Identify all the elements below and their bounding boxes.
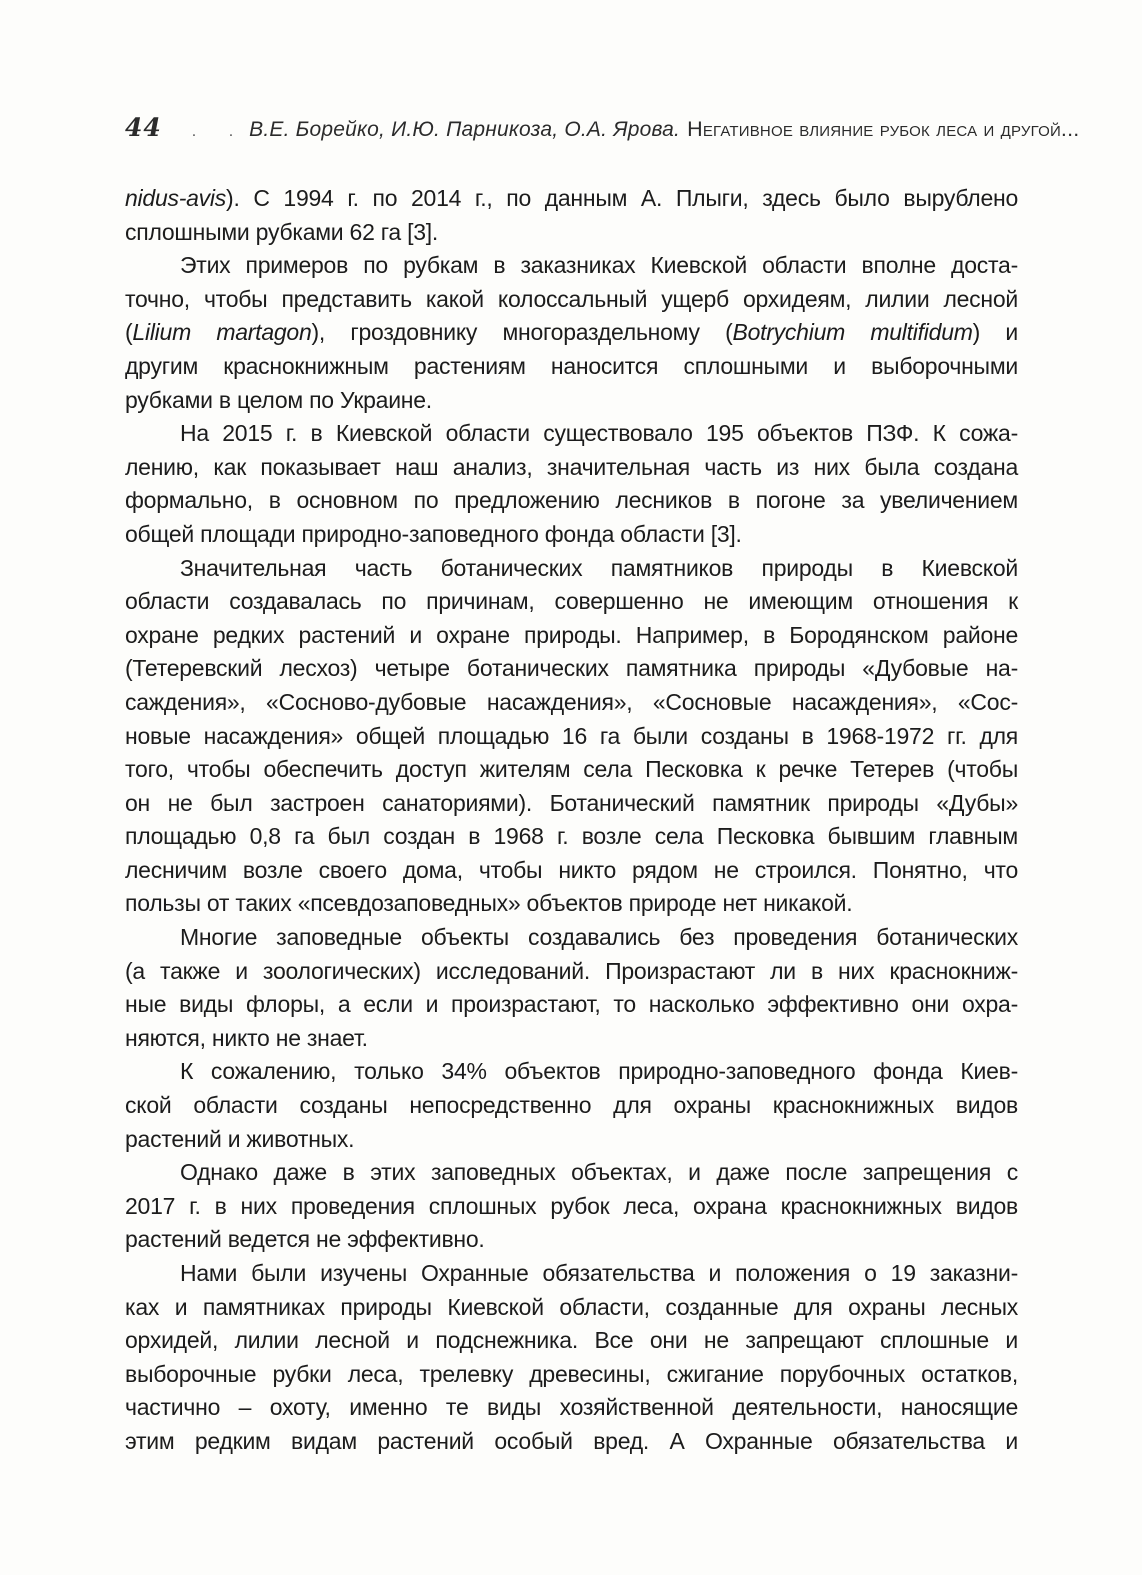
text-run: ской области созданы непосредственно для охраны краснокнижных видов: [125, 1092, 1018, 1119]
text-run: пользы от таких «псевдозаповедных» объектов природе нет никакой.: [125, 890, 853, 917]
text-line: [125, 552, 1018, 586]
body-text: [125, 182, 1018, 1459]
text-line: [125, 585, 1018, 619]
text-run: того, чтобы обеспечить доступ жителям села Песковка к речке Тетерев (чтобы: [125, 756, 1018, 783]
text-line: [125, 1022, 1018, 1056]
paragraph: [125, 1055, 1018, 1156]
text-run: ные виды флоры, а если и произрастают, то насколько эффективно они охра-: [125, 991, 1018, 1018]
italic-text-run: Botrychium multifidum: [732, 319, 973, 346]
paragraph: [125, 921, 1018, 1055]
text-line: [125, 854, 1018, 888]
text-line: [125, 1190, 1018, 1224]
text-run: рубками в целом по Украине.: [125, 386, 432, 413]
text-line: [125, 484, 1018, 518]
paragraph: [125, 1156, 1018, 1257]
text-line: [125, 887, 1018, 921]
text-line: [125, 249, 1018, 283]
text-run: сплошными рубками 62 га [3].: [125, 218, 439, 245]
text-line: [125, 1257, 1018, 1291]
text-run: Нами были изучены Охранные обязательства и положения о 19 заказни-: [180, 1260, 1018, 1286]
text-line: [125, 955, 1018, 989]
text-run: саждения», «Сосново-дубовые насаждения», «Сосновые насаждения», «Сос-: [125, 688, 1018, 715]
text-line: [125, 921, 1018, 955]
text-run: этим редким видам растений особый вред. А Охранные обязательства и: [125, 1427, 1018, 1454]
text-run: ) и: [972, 319, 1018, 346]
text-line: [125, 1223, 1018, 1257]
text-line: [125, 518, 1018, 552]
text-run: охране редких растений и охране природы. Например, в Бородянском районе: [125, 621, 1018, 648]
text-line: [125, 417, 1018, 451]
text-line: [125, 686, 1018, 720]
text-line: [125, 384, 1018, 418]
text-run: формально, в основном по предложению лесников в погоне за увеличением: [125, 487, 1018, 514]
text-line: [125, 1358, 1018, 1392]
text-run: растений ведется не эффективно.: [125, 1226, 485, 1253]
text-line: [125, 787, 1018, 821]
text-line: [125, 451, 1018, 485]
text-line: [125, 720, 1018, 754]
text-run: Значительная часть ботанических памятников природы в Киевской: [180, 554, 1018, 581]
text-run: точно, чтобы представить какой колоссальный ущерб орхидеям, лилии лесной: [125, 285, 1018, 312]
text-line: [125, 316, 1018, 350]
text-run: частично – охоту, именно те виды хозяйственной деятельности, наносящие: [125, 1394, 1018, 1421]
paragraph: [125, 249, 1018, 417]
text-run: ках и памятниках природы Киевской области, созданные для охраны лесных: [125, 1293, 1018, 1320]
header-dots: . .: [191, 123, 248, 140]
text-run: области создавалась по причинам, совершенно не имеющим отношения к: [125, 588, 1018, 615]
text-line: [125, 283, 1018, 317]
text-line: [125, 988, 1018, 1022]
text-run: лению, как показывает наш анализ, значительная часть из них была создана: [125, 453, 1018, 480]
text-run: растений и животных.: [125, 1125, 355, 1152]
text-line: [125, 1391, 1018, 1425]
text-run: лесничим возле своего дома, чтобы никто рядом не строился. Понятно, что: [125, 856, 1018, 883]
text-run: новые насаждения» общей площадью 16 га были созданы в 1968-1972 гг. для: [125, 722, 1018, 749]
text-line: [125, 619, 1018, 653]
paragraph: [125, 1257, 1018, 1459]
text-line: [125, 350, 1018, 384]
text-run: ). С 1994 г. по 2014 г., по данным А. Плыги, здесь было вырублено: [226, 185, 1018, 211]
text-run: 2017 г. в них проведения сплошных рубок леса, охрана краснокнижных видов: [125, 1192, 1018, 1219]
text-line: [125, 1324, 1018, 1358]
text-run: площадью 0,8 га был создан в 1968 г. возле села Песковка бывшим главным: [125, 823, 1018, 850]
text-run: (а также и зоологических) исследований. Произрастают ли в них краснокниж-: [125, 957, 1018, 984]
text-line: [125, 1291, 1018, 1325]
text-run: ), гроздовнику многораздельному (: [311, 319, 733, 346]
text-line: [125, 1425, 1018, 1459]
text-run: (: [125, 319, 133, 346]
header-title: Негативное влияние рубок леса и другой...: [687, 117, 1080, 141]
text-run: выборочные рубки леса, трелевку древесины, сжигание порубочных остатков,: [125, 1360, 1018, 1387]
text-line: [125, 182, 1018, 216]
italic-text-run: Lilium martagon: [132, 319, 312, 346]
text-run: орхидей, лилии лесной и подснежника. Все они не запрещают сплошные и: [125, 1327, 1018, 1354]
text-line: [125, 820, 1018, 854]
header-authors: В.Е. Борейко, И.Ю. Парникоза, О.А. Ярова.: [249, 118, 681, 141]
text-line: [125, 753, 1018, 787]
paragraph: [125, 417, 1018, 551]
text-line: [125, 652, 1018, 686]
italic-text-run: nidus-avis: [125, 185, 227, 211]
text-run: Этих примеров по рубкам в заказниках Киевской области вполне доста-: [180, 252, 1018, 279]
text-line: [125, 1055, 1018, 1089]
paragraph: [125, 552, 1018, 922]
text-run: он не был застроен санаториями). Ботанический памятник природы «Дубы»: [125, 789, 1018, 816]
text-run: К сожалению, только 34% объектов природно-заповедного фонда Киев-: [180, 1058, 1018, 1085]
text-run: Однако даже в этих заповедных объектах, и даже после запрещения с: [180, 1159, 1018, 1186]
text-run: Многие заповедные объекты создавались без проведения ботанических: [180, 924, 1018, 951]
paragraph: [125, 182, 1018, 249]
text-line: [125, 1089, 1018, 1123]
text-run: общей площади природно-заповедного фонда области [3].: [125, 520, 742, 547]
text-line: [125, 216, 1018, 250]
text-run: (Тетеревский лесхоз) четыре ботанических памятника природы «Дубовые на-: [125, 655, 1018, 682]
page-number: 44: [125, 113, 162, 142]
text-run: няются, никто не знает.: [125, 1024, 368, 1051]
text-run: другим краснокнижным растениям наносится сплошными и выборочными: [125, 352, 1018, 379]
text-line: [125, 1156, 1018, 1190]
running-header: [125, 113, 1080, 142]
text-line: [125, 1123, 1018, 1157]
text-run: На 2015 г. в Киевской области существовало 195 объектов ПЗФ. К сожа-: [180, 420, 1018, 447]
